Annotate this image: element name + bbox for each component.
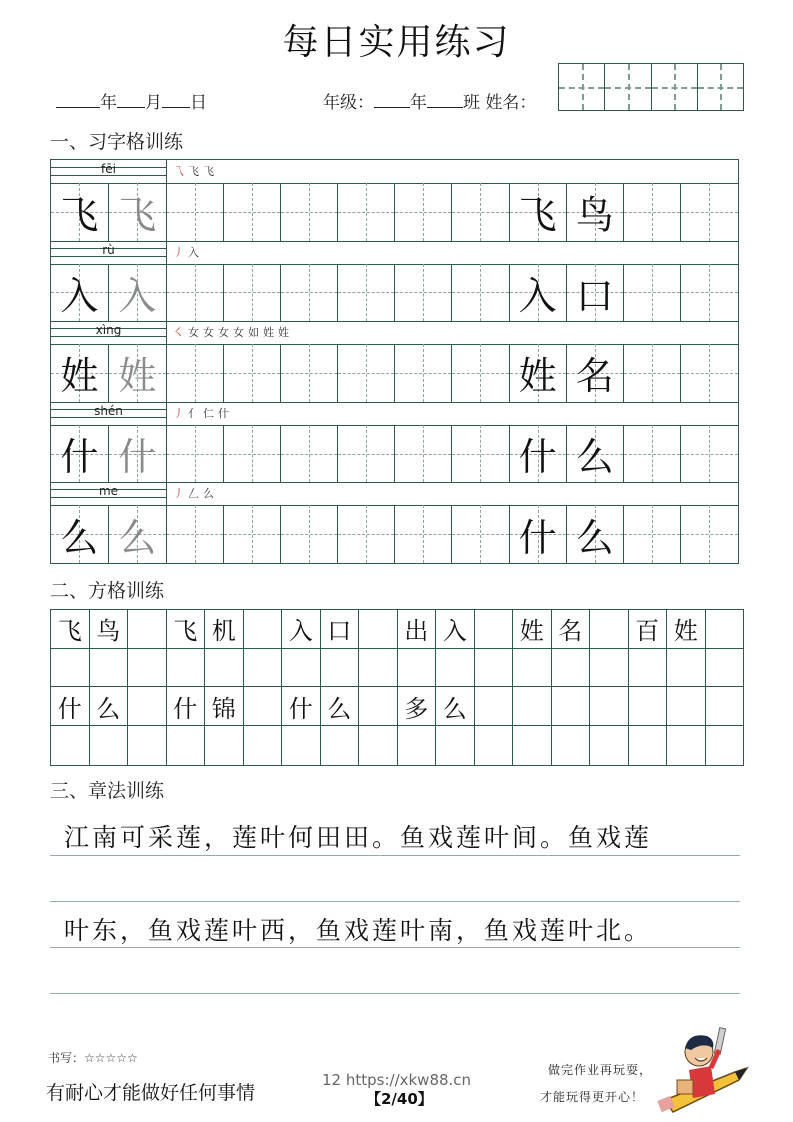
tianzige-row <box>51 425 738 484</box>
square-cell[interactable] <box>590 687 629 725</box>
year-blank[interactable] <box>56 93 100 108</box>
square-cell: 入 <box>282 610 321 648</box>
tianzige-cell[interactable] <box>167 425 224 483</box>
tianzige-cell[interactable] <box>338 344 395 402</box>
square-cell[interactable] <box>436 726 475 765</box>
tianzige-cell[interactable] <box>224 264 281 322</box>
square-cell[interactable] <box>590 610 629 648</box>
tianzige-cell[interactable] <box>452 183 509 241</box>
square-cell[interactable] <box>321 649 360 687</box>
trace-character: 入 <box>118 273 157 318</box>
class-fields <box>323 88 536 113</box>
square-cell: 机 <box>205 610 244 648</box>
square-cell[interactable] <box>629 649 668 687</box>
tianzige-cell[interactable] <box>224 505 281 563</box>
trace-character: 姓 <box>118 354 157 399</box>
word-cell <box>510 183 567 241</box>
square-cell[interactable] <box>706 610 744 648</box>
tianzige-cell[interactable] <box>395 183 452 241</box>
tianzige-cell[interactable] <box>395 505 452 563</box>
stroke-step: 亻 <box>188 406 203 420</box>
square-cell[interactable] <box>629 687 668 725</box>
stroke-step: 女 <box>188 326 203 340</box>
stroke-step: 么 <box>203 487 218 501</box>
page-title: 每日实用练习 <box>282 22 511 63</box>
tianzige-cell[interactable] <box>624 425 681 483</box>
practice-row <box>51 321 738 402</box>
square-cell: 么 <box>321 687 360 725</box>
square-cell: 么 <box>90 687 129 725</box>
square-cell[interactable] <box>513 649 552 687</box>
pinyin-text: fēi <box>101 162 116 176</box>
stroke-step: 女 <box>233 326 248 340</box>
square-cell[interactable] <box>475 687 514 725</box>
pinyin-row <box>51 402 738 426</box>
square-cell[interactable] <box>475 726 514 765</box>
tianzige-cell[interactable] <box>452 264 509 322</box>
motto: 有耐心才能做好任何事情 <box>46 1082 256 1104</box>
tianzige-cell[interactable] <box>395 264 452 322</box>
square-cell[interactable] <box>51 726 90 765</box>
stroke-order <box>173 163 218 179</box>
word-character: 名 <box>575 354 614 399</box>
tianzige-cell[interactable] <box>681 425 738 483</box>
name-label: 姓名： <box>485 93 537 113</box>
tianzige-cell[interactable] <box>681 505 738 563</box>
word-character: 什 <box>518 515 557 560</box>
page-number: 【2/40】 <box>366 1090 433 1108</box>
day-blank[interactable] <box>162 93 190 108</box>
square-cell[interactable] <box>282 726 321 765</box>
square-grid <box>50 609 744 766</box>
square-cell: 什 <box>167 687 206 725</box>
stroke-step: 丿 <box>173 487 188 501</box>
pinyin-row <box>51 241 738 265</box>
tianzige-cell[interactable] <box>224 425 281 483</box>
grade-year-blank[interactable] <box>374 93 410 108</box>
square-cell: 飞 <box>167 610 206 648</box>
practice-row <box>51 160 738 241</box>
tianzige-cell[interactable] <box>224 344 281 402</box>
word-cell <box>567 264 624 322</box>
pinyin-row <box>51 160 738 184</box>
stroke-step: ㇛ <box>173 326 188 340</box>
tianzige-cell[interactable] <box>624 264 681 322</box>
square-cell[interactable] <box>706 687 744 725</box>
tianzige-cell[interactable] <box>681 264 738 322</box>
month-blank[interactable] <box>117 93 145 108</box>
name-cell[interactable] <box>652 64 698 110</box>
writing-rating: 书写：☆☆☆☆☆ <box>48 1051 138 1065</box>
month-label: 月 <box>145 93 162 113</box>
practice-row <box>51 241 738 322</box>
square-cell[interactable] <box>51 649 90 687</box>
square-cell[interactable] <box>359 726 398 765</box>
square-cell[interactable] <box>475 649 514 687</box>
square-cell[interactable] <box>667 726 706 765</box>
word-cell <box>567 505 624 563</box>
tianzige-cell[interactable] <box>395 344 452 402</box>
writing-line[interactable] <box>50 855 740 856</box>
pinyin-row <box>51 482 738 506</box>
square-cell[interactable] <box>205 726 244 765</box>
class-blank[interactable] <box>427 93 463 108</box>
stroke-order <box>173 485 218 501</box>
section-heading-2: 二、方格训练 <box>50 580 165 602</box>
stroke-step: 姓 <box>278 326 293 340</box>
stroke-step: 女 <box>218 326 233 340</box>
passage-line-2: 叶东，鱼戏莲叶西，鱼戏莲叶南，鱼戏莲叶北。 <box>64 916 653 945</box>
model-character: 什 <box>60 435 99 480</box>
pinyin-row <box>51 321 738 345</box>
section-heading-1: 一、习字格训练 <box>50 131 184 153</box>
slogan-line-2: 才能玩得更开心！ <box>540 1090 645 1104</box>
stroke-step: 𠃋 <box>188 487 203 501</box>
square-cell[interactable] <box>90 649 129 687</box>
pinyin-cell <box>51 482 167 505</box>
slogan-line-1: 做完作业再玩耍， <box>548 1063 653 1077</box>
trace-cell[interactable] <box>109 264 167 322</box>
trace-character: 什 <box>118 435 157 480</box>
day-label: 日 <box>190 93 207 113</box>
trace-cell[interactable] <box>109 183 167 241</box>
stroke-step: 姓 <box>263 326 278 340</box>
tianzige-cell[interactable] <box>452 344 509 402</box>
word-character: 姓 <box>518 354 557 399</box>
stroke-step: 什 <box>218 406 233 420</box>
square-cell[interactable] <box>552 687 591 725</box>
square-cell[interactable] <box>167 649 206 687</box>
square-cell[interactable] <box>90 726 129 765</box>
tianzige-cell[interactable] <box>338 183 395 241</box>
square-cell[interactable] <box>128 610 167 648</box>
name-grid[interactable] <box>558 63 744 111</box>
tianzige-cell[interactable] <box>395 425 452 483</box>
word-character: 飞 <box>518 193 557 238</box>
square-cell[interactable] <box>513 687 552 725</box>
pinyin-text: me <box>98 484 119 499</box>
tianzige-cell[interactable] <box>167 344 224 402</box>
square-cell[interactable] <box>667 649 706 687</box>
pinyin-cell <box>51 402 167 425</box>
square-cell: 口 <box>321 610 360 648</box>
square-cell: 什 <box>51 687 90 725</box>
square-cell[interactable] <box>629 726 668 765</box>
stroke-step: 丿 <box>173 245 188 259</box>
model-character: 姓 <box>60 354 99 399</box>
square-cell[interactable] <box>436 649 475 687</box>
square-cell[interactable] <box>552 649 591 687</box>
year-label: 年 <box>100 93 117 113</box>
practice-row <box>51 482 738 563</box>
square-row <box>51 649 743 688</box>
pinyin-text: shén <box>94 403 123 418</box>
stroke-order <box>173 244 203 260</box>
trace-character: 么 <box>118 515 157 560</box>
practice-row <box>51 402 738 483</box>
pinyin-cell <box>51 241 167 264</box>
tianzige-cell[interactable] <box>624 505 681 563</box>
model-cell <box>51 264 109 322</box>
stroke-order <box>173 324 293 340</box>
square-cell[interactable] <box>359 649 398 687</box>
tianzige-cell[interactable] <box>624 183 681 241</box>
stroke-step: 飞 <box>203 165 218 178</box>
tianzige-cell[interactable] <box>224 183 281 241</box>
word-cell <box>510 425 567 483</box>
square-cell[interactable] <box>552 726 591 765</box>
grade-label: 年级： <box>323 93 374 113</box>
square-cell: 鸟 <box>90 610 129 648</box>
square-cell[interactable] <box>706 649 744 687</box>
tianzige-cell[interactable] <box>681 344 738 402</box>
tianzige-cell[interactable] <box>338 505 395 563</box>
square-cell: 百 <box>629 610 668 648</box>
square-cell: 什 <box>282 687 321 725</box>
square-cell[interactable] <box>590 649 629 687</box>
square-cell[interactable] <box>706 726 744 765</box>
name-cell[interactable] <box>605 64 651 110</box>
word-character: 入 <box>518 273 557 318</box>
word-character: 鸟 <box>575 193 614 238</box>
square-cell: 姓 <box>513 610 552 648</box>
tianzige-cell[interactable] <box>281 344 338 402</box>
pinyin-text: xìng <box>95 323 122 338</box>
square-cell: 姓 <box>667 610 706 648</box>
tianzige-cell[interactable] <box>281 505 338 563</box>
square-cell[interactable] <box>398 726 437 765</box>
stroke-step: 仁 <box>203 406 218 420</box>
tianzige-cell[interactable] <box>167 183 224 241</box>
tianzige-cell[interactable] <box>281 425 338 483</box>
square-cell[interactable] <box>321 726 360 765</box>
word-cell <box>510 264 567 322</box>
writing-line[interactable] <box>50 947 740 948</box>
pinyin-cell <box>51 321 167 344</box>
square-row <box>51 687 743 726</box>
word-cell <box>567 183 624 241</box>
trace-cell[interactable] <box>109 505 167 563</box>
square-cell[interactable] <box>475 610 514 648</box>
trace-cell[interactable] <box>109 344 167 402</box>
stroke-step: 女 <box>203 326 218 340</box>
tianzige-cell[interactable] <box>281 264 338 322</box>
square-cell[interactable] <box>359 687 398 725</box>
square-cell[interactable] <box>244 610 283 648</box>
word-character: 什 <box>518 435 557 480</box>
writing-line[interactable] <box>50 901 740 902</box>
tianzige-cell[interactable] <box>167 505 224 563</box>
square-cell: 锦 <box>205 687 244 725</box>
square-cell[interactable] <box>590 726 629 765</box>
tianzige-cell[interactable] <box>681 183 738 241</box>
tianzige-cell[interactable] <box>281 183 338 241</box>
word-character: 么 <box>575 435 614 480</box>
word-cell <box>567 344 624 402</box>
model-cell <box>51 183 109 241</box>
pinyin-text: rù <box>102 242 115 257</box>
square-cell: 么 <box>436 687 475 725</box>
mascot-boy-on-pencil-icon <box>655 1022 755 1122</box>
square-cell[interactable] <box>244 726 283 765</box>
tianzige-row <box>51 505 738 563</box>
tianzige-row <box>51 264 738 323</box>
tianzige-row <box>51 183 738 242</box>
stroke-step: 飞 <box>188 165 203 178</box>
square-cell: 出 <box>398 610 437 648</box>
stroke-order <box>173 405 233 421</box>
square-cell[interactable] <box>398 649 437 687</box>
word-cell <box>510 344 567 402</box>
passage-line-1: 江南可采莲，莲叶何田田。鱼戏莲叶间。鱼戏莲 <box>64 823 653 852</box>
tianzige-cell[interactable] <box>338 264 395 322</box>
square-cell: 飞 <box>51 610 90 648</box>
square-cell[interactable] <box>282 649 321 687</box>
name-cell[interactable] <box>698 64 743 110</box>
model-character: 么 <box>60 515 99 560</box>
tianzige-cell[interactable] <box>338 425 395 483</box>
stroke-step: 丿 <box>173 406 188 420</box>
square-cell: 多 <box>398 687 437 725</box>
model-cell <box>51 425 109 483</box>
square-cell: 入 <box>436 610 475 648</box>
pinyin-cell <box>51 160 167 183</box>
stroke-step: 入 <box>188 245 203 259</box>
square-row <box>51 726 743 765</box>
square-cell[interactable] <box>513 726 552 765</box>
tianzige-cell[interactable] <box>167 264 224 322</box>
stroke-step: 乁 <box>173 165 188 178</box>
section-heading-3: 三、章法训练 <box>50 780 165 802</box>
square-cell[interactable] <box>244 649 283 687</box>
tianzige-row <box>51 344 738 403</box>
square-cell[interactable] <box>667 687 706 725</box>
model-character: 入 <box>60 273 99 318</box>
source-url: 12 https://xkw88.cn <box>322 1071 472 1089</box>
square-cell: 名 <box>552 610 591 648</box>
square-cell[interactable] <box>205 649 244 687</box>
tianzige-cell[interactable] <box>452 505 509 563</box>
writing-line[interactable] <box>50 993 740 994</box>
tianzige-cell[interactable] <box>452 425 509 483</box>
date-fields <box>56 88 207 113</box>
square-cell[interactable] <box>128 687 167 725</box>
tianzige-cell[interactable] <box>624 344 681 402</box>
square-cell[interactable] <box>359 610 398 648</box>
word-cell <box>510 505 567 563</box>
trace-character: 飞 <box>118 193 157 238</box>
square-row <box>51 610 743 649</box>
character-practice-table <box>50 159 739 564</box>
word-character: 口 <box>575 273 614 318</box>
model-cell <box>51 505 109 563</box>
square-cell[interactable] <box>244 687 283 725</box>
square-cell[interactable] <box>128 726 167 765</box>
stroke-step: 如 <box>248 326 263 340</box>
name-cell[interactable] <box>559 64 605 110</box>
grade-year-label: 年 <box>410 93 427 113</box>
word-cell <box>567 425 624 483</box>
square-cell[interactable] <box>167 726 206 765</box>
model-character: 飞 <box>60 193 99 238</box>
model-cell <box>51 344 109 402</box>
trace-cell[interactable] <box>109 425 167 483</box>
square-cell[interactable] <box>128 649 167 687</box>
word-character: 么 <box>575 515 614 560</box>
class-label: 班 <box>463 93 480 113</box>
